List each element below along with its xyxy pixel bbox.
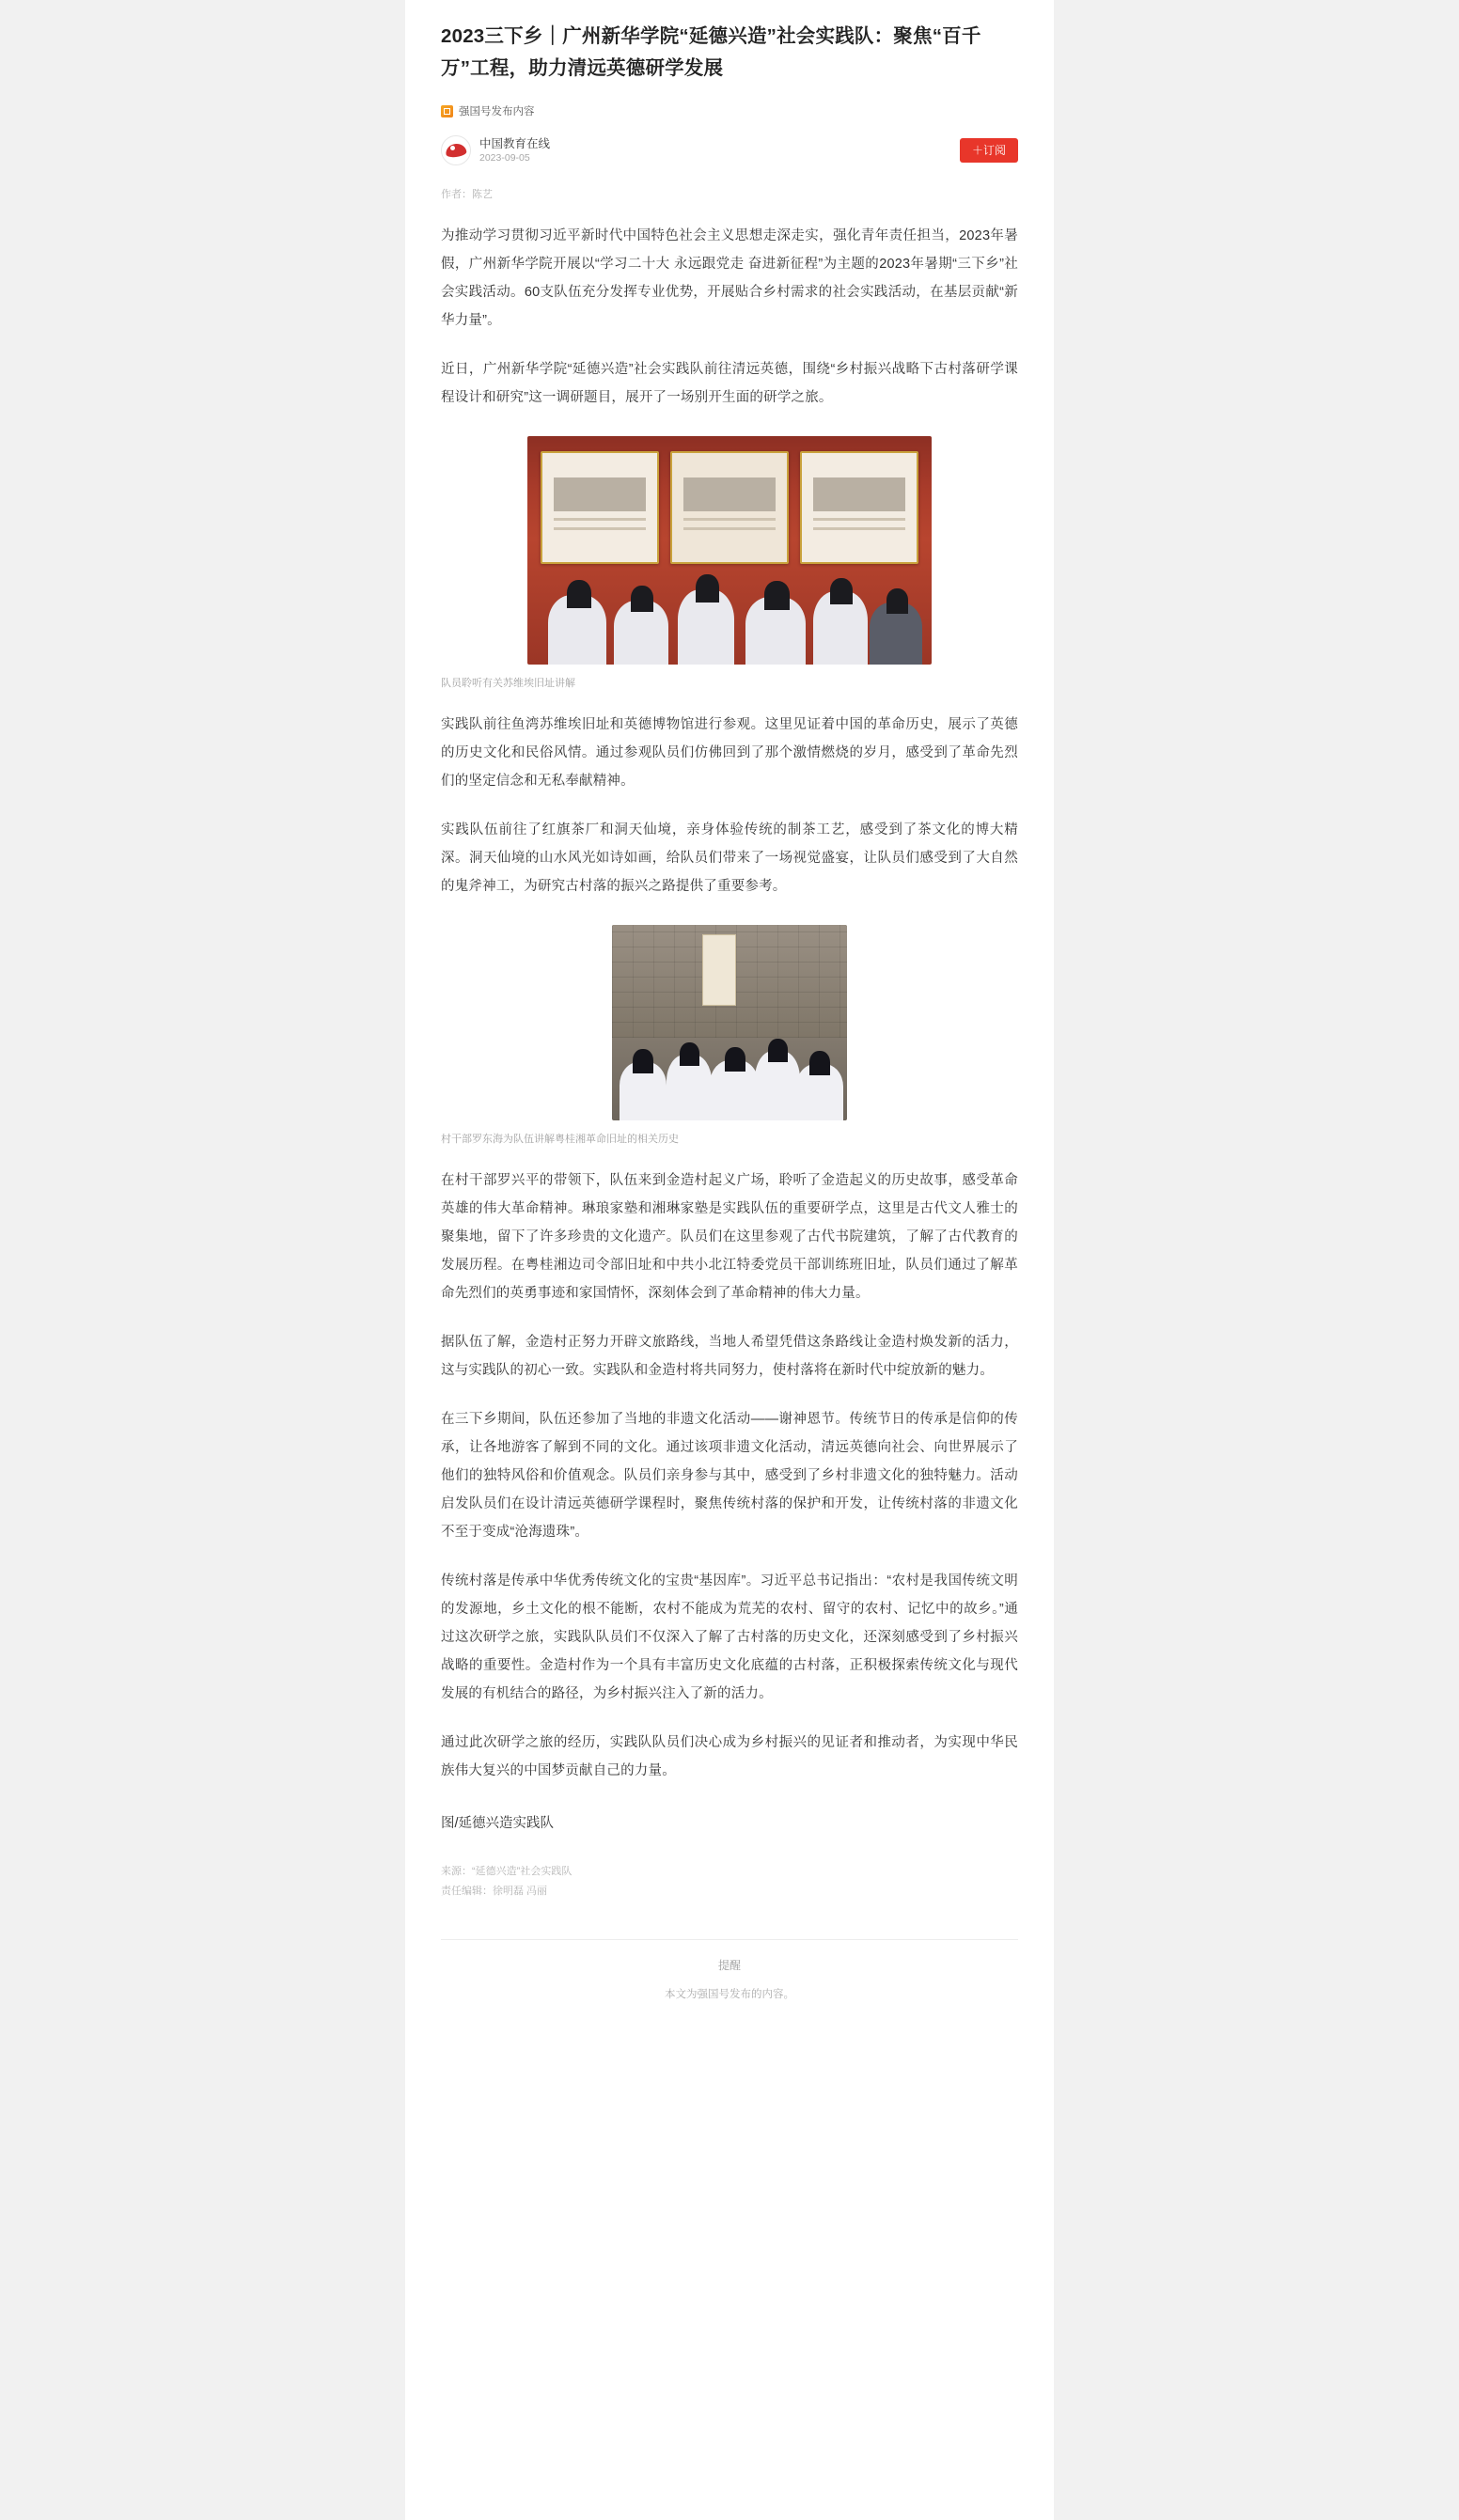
paragraph: 通过此次研学之旅的经历，实践队队员们决心成为乡村振兴的见证者和推动者，为实现中华民族伟大复兴的中国梦贡献自己的力量。 [441,1735,1018,1778]
figure-2 [441,925,1018,1146]
publisher-row [441,135,1018,165]
meta-editor: 责任编辑：徐明磊 冯丽 [441,1886,548,1897]
avatar-dot-icon [450,146,455,150]
publisher-info[interactable] [441,135,550,165]
page-title: 2023三下乡｜广州新华学院“延德兴造”社会实践队：聚焦“百千万”工程，助力清远英德研学发展 [441,25,981,79]
figure-caption: 队员聆听有关苏维埃旧址讲解 [441,678,575,689]
crowd-silhouettes [527,554,932,665]
avatar-swoosh-icon [445,143,467,159]
panel [541,451,659,564]
notice-block [441,1939,1018,2024]
paragraph: 在村干部罗兴平的带领下，队伍来到金造村起义广场，聆听了金造起义的历史故事，感受革命英雄的伟大革命精神。琳琅家塾和湘琳家塾是实践队伍的重要研学点，这里是古代文人雅士的聚集地，留下了许多珍贵的文化遗产。队员们在这里参观了古代书院建筑，了解了古代教育的发展历程。在粤桂湘边司令部旧址和中共小北江特委党员干部训练班旧址，队员们通过了解革命先烈们的英勇事迹和家国情怀，深刻体会到了革命精神的伟大力量。 [441,1173,1018,1301]
figure-caption: 村干部罗东海为队伍讲解粤桂湘革命旧址的相关历史 [441,1134,679,1145]
paragraph: 实践队前往鱼湾苏维埃旧址和英德博物馆进行参观。这里见证着中国的革命历史，展示了英德的历史文化和民俗风情。通过参观队员们仿佛回到了那个激情燃烧的岁月，感受到了革命先烈们的坚定信念和无私奉献精神。 [441,717,1018,789]
notice-title: 提醒 [717,1959,741,1972]
flag-icon [441,105,453,117]
paragraph: 在三下乡期间，队伍还参加了当地的非遗文化活动——谢神恩节。传统节日的传承是信仰的传承，让各地游客了解到不同的文化。通过该项非遗文化活动，清远英德向社会、向世界展示了他们的独特风俗和价值观念。队员们亲身参与其中，感受到了乡村非遗文化的独特魅力。活动启发队员们在设计清远英德研学课程时，聚焦传统村落的保护和开发，让传统村落的非遗文化不至于变成“沧海遗珠”。 [441,1412,1018,1540]
source-tag [441,103,1018,118]
article-container [405,0,1054,2520]
panel [800,451,918,564]
wall-scroll [702,934,736,1006]
source-tag-label: 强国号发布内容 [459,106,535,117]
byline: 作者：陈艺 [441,189,493,200]
panel [670,451,789,564]
subscribe-button[interactable]: ＋订阅 [960,138,1018,163]
article-image-exhibition[interactable] [527,436,932,665]
paragraph: 据队伍了解，金造村正努力开辟文旅路线，当地人希望凭借这条路线让金造村焕发新的活力，这与实践队的初心一致。实践队和金造村将共同努力，使村落将在新时代中绽放新的魅力。 [441,1335,1018,1378]
article-inner [405,0,1054,2024]
paragraph: 为推动学习贯彻习近平新时代中国特色社会主义思想走深走实，强化青年责任担当，2023年暑假，广州新华学院开展以“学习二十大 永远跟党走 奋进新征程”为主题的2023年暑期“三下乡”社会实践活动。60支队伍充分发挥专业优势，开展贴合乡村需求的社会实践活动，在基层贡献“新华力量”。 [441,228,1018,328]
notice-text: 本文为强国号发布的内容。 [665,1989,794,2000]
image-credit: 图/延德兴造实践队 [441,1816,555,1831]
article-meta [441,1862,1018,1902]
paragraph: 近日，广州新华学院“延德兴造”社会实践队前往清远英德，围绕“乡村振兴战略下古村落研学课程设计和研究”这一调研题目，展开了一场别开生面的研学之旅。 [441,362,1018,405]
paragraph: 传统村落是传承中华优秀传统文化的宝贵“基因库”。习近平总书记指出：“农村是我国传统文明的发源地，乡土文化的根不能断，农村不能成为荒芜的农村、留守的农村、记忆中的故乡。”通过这次研学之旅，实践队队员们不仅深入了解了古村落的历史文化，还深刻感受到了乡村振兴战略的重要性。金造村作为一个具有丰富历史文化底蕴的古村落，正积极探索传统文化与现代发展的有机结合的路径，为乡村振兴注入了新的活力。 [441,1573,1018,1701]
crowd-silhouettes [612,1015,847,1120]
paragraph: 实践队伍前往了红旗茶厂和洞天仙境，亲身体验传统的制茶工艺，感受到了茶文化的博大精深。洞天仙境的山水风光如诗如画，给队员们带来了一场视觉盛宴，让队员们感受到了大自然的鬼斧神工，为研究古村落的振兴之路提供了重要参考。 [441,822,1018,894]
exhibition-panels [541,451,918,564]
meta-source: 来源：“延德兴造”社会实践队 [441,1866,573,1877]
publish-date: 2023-09-05 [479,151,530,164]
publisher-name: 中国教育在线 [479,136,551,150]
article-image-village-wall[interactable] [612,925,847,1120]
figure-1 [441,436,1018,690]
avatar [441,135,471,165]
